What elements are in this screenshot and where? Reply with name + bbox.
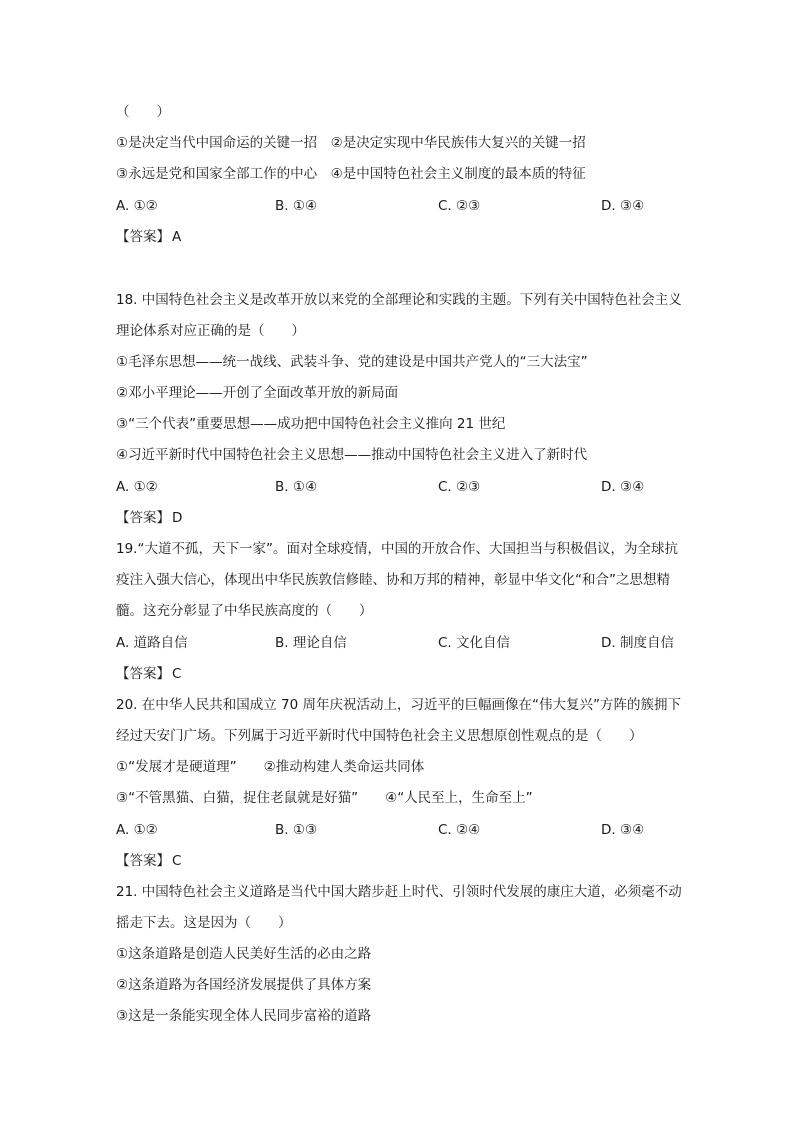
- q19-answer: [116, 664, 181, 684]
- answer-value: C: [172, 853, 182, 869]
- q20-stem-line-1: 20. 在中华人民共和国成立 70 周年庆祝活动上，习近平的巨幅画像在“伟大复兴”方阵的簇拥下: [116, 697, 682, 713]
- q18-option-d: D. ③④: [601, 479, 645, 495]
- q21-statement-1: ①这条道路是创造人民美好生活的必由之路: [116, 946, 372, 962]
- q18-statement-2: ②邓小平理论——开创了全面改革开放的新局面: [116, 385, 399, 401]
- q19-stem-line-3: 髓。这充分彰显了中华民族高度的（ ）: [116, 603, 373, 619]
- answer-label: 【答案】: [116, 510, 170, 526]
- q20-statement-2: ③“不管黑猫、白猫，捉住老鼠就是好猫” ④“人民至上，生命至上”: [116, 790, 533, 806]
- q17-option-a: A. ①②: [116, 198, 158, 214]
- q18-statement-3: ③“三个代表”重要思想——成功把中国特色社会主义推向 21 世纪: [116, 416, 506, 432]
- answer-value: D: [172, 510, 183, 526]
- q18-option-a: A. ①②: [116, 479, 158, 495]
- q21-statement-3: ③这是一条能实现全体人民同步富裕的道路: [116, 1008, 372, 1024]
- answer-label: 【答案】: [116, 229, 170, 245]
- q17-paren: （ ）: [116, 104, 170, 120]
- q18-answer: [116, 508, 182, 528]
- q17-statement-2: ③永远是党和国家全部工作的中心 ④是中国特色社会主义制度的最本质的特征: [116, 166, 586, 182]
- q20-option-c: C. ②④: [438, 822, 481, 838]
- q18-option-b: B. ①④: [275, 479, 318, 495]
- q20-answer: [116, 851, 181, 871]
- q21-statement-2: ②这条道路为各国经济发展提供了具体方案: [116, 977, 372, 993]
- q19-stem-line-1: 19.“大道不孤，天下一家”。面对全球疫情，中国的开放合作、大国担当与积极倡议，为全球抗: [116, 541, 678, 557]
- q20-option-a: A. ①②: [116, 822, 158, 838]
- q21-stem-line-2: 摇走下去。这是因为（ ）: [116, 915, 292, 931]
- q20-option-b: B. ①③: [275, 822, 318, 838]
- answer-value: A: [172, 229, 182, 245]
- q19-option-c: C. 文化自信: [438, 635, 511, 651]
- q18-statement-4: ④习近平新时代中国特色社会主义思想——推动中国特色社会主义进入了新时代: [116, 447, 588, 463]
- q17-option-d: D. ③④: [601, 198, 645, 214]
- q18-stem-line-1: 18. 中国特色社会主义是改革开放以来党的全部理论和实践的主题。下列有关中国特色社会主义: [116, 292, 682, 308]
- q17-option-b: B. ①④: [275, 198, 318, 214]
- q17-statement-1: ①是决定当代中国命运的关键一招 ②是决定实现中华民族伟大复兴的关键一招: [116, 135, 586, 151]
- q19-stem-line-2: 疫注入强大信心，体现出中华民族敦信修睦、协和万邦的精神，彰显中华文化“和合”之思想精: [116, 572, 670, 588]
- q19-option-a: A. 道路自信: [116, 635, 188, 651]
- q19-option-b: B. 理论自信: [275, 635, 347, 651]
- q20-stem-line-2: 经过天安门广场。下列属于习近平新时代中国特色社会主义思想原创性观点的是（ ）: [116, 728, 643, 744]
- q21-stem-line-1: 21. 中国特色社会主义道路是当代中国大踏步赶上时代、引领时代发展的康庄大道，必须毫不动: [116, 884, 682, 900]
- q18-stem-line-2: 理论体系对应正确的是（ ）: [116, 323, 305, 339]
- answer-value: C: [172, 666, 182, 682]
- q20-statement-1: ①“发展才是硬道理” ②推动构建人类命运共同体: [116, 759, 425, 775]
- q17-option-c: C. ②③: [438, 198, 481, 214]
- q18-option-c: C. ②③: [438, 479, 481, 495]
- q17-answer: [116, 227, 181, 247]
- answer-label: 【答案】: [116, 666, 170, 682]
- answer-label: 【答案】: [116, 853, 170, 869]
- q18-statement-1: ①毛泽东思想——统一战线、武装斗争、党的建设是中国共产党人的“三大法宝”: [116, 354, 588, 370]
- q20-option-d: D. ③④: [601, 822, 645, 838]
- q19-option-d: D. 制度自信: [601, 635, 674, 651]
